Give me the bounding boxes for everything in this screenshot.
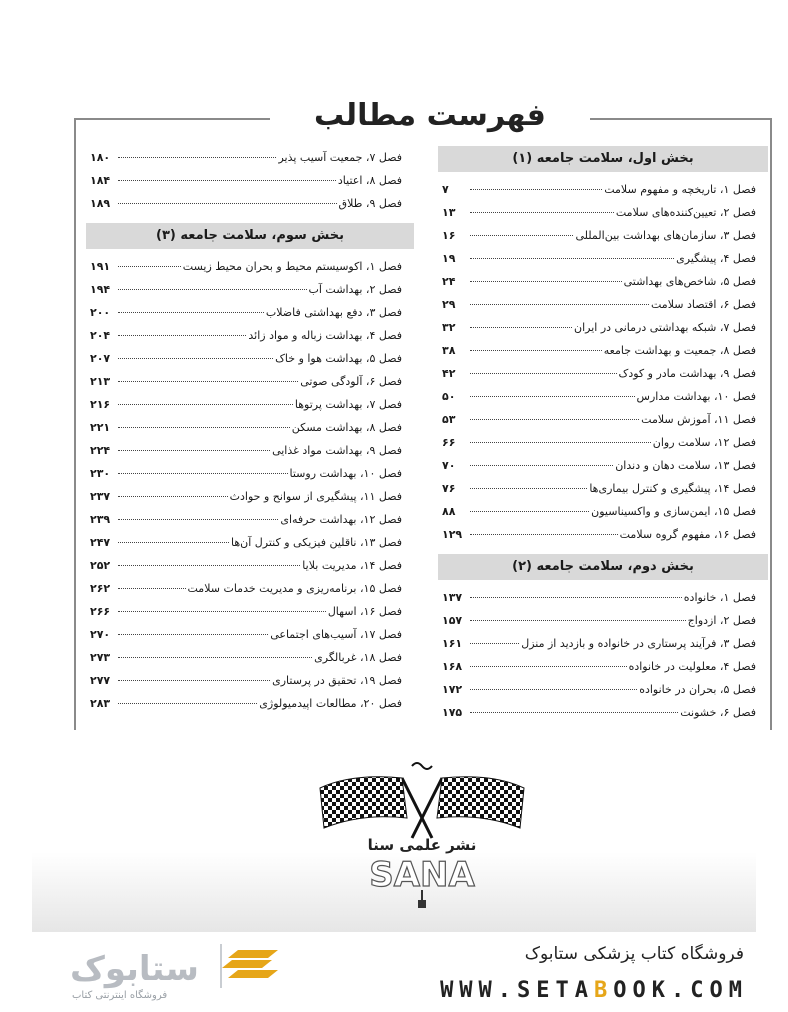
toc-entry[interactable]: [438, 609, 768, 632]
toc-entry-page: ۳۲: [442, 321, 456, 334]
toc-entry[interactable]: [438, 316, 768, 339]
leader-dots: [118, 542, 229, 543]
toc-entry-page: ۱۹۴: [90, 283, 111, 296]
leader-dots: [470, 712, 678, 713]
toc-entry[interactable]: [438, 477, 768, 500]
toc-right-column: [438, 146, 768, 724]
toc-entry-page: ۲۰۰: [90, 306, 111, 319]
toc-entry[interactable]: [86, 669, 414, 692]
toc-entry-label: فصل ۱۴، پیشگیری و کنترل بیماری‌ها: [589, 482, 756, 495]
leader-dots: [470, 327, 572, 328]
leader-dots: [470, 488, 587, 489]
brand-logo-graphic: [60, 940, 320, 990]
toc-entry-label: فصل ۵، بحران در خانواده: [639, 683, 756, 696]
toc-entry-page: ۱۸۹: [90, 197, 111, 210]
toc-entry-label: فصل ۱۰، بهداشت مدارس: [636, 390, 756, 403]
toc-entry[interactable]: [438, 655, 768, 678]
toc-entry[interactable]: [438, 523, 768, 546]
publisher-name-en: SANA: [369, 855, 475, 895]
toc-entry-page: ۳۸: [442, 344, 456, 357]
toc-entry[interactable]: [86, 531, 414, 554]
logo-spring-icon: [412, 763, 432, 769]
toc-entry-label: فصل ۱۲، بهداشت حرفه‌ای: [280, 513, 402, 526]
brand-logo-text: ستابوک: [70, 949, 199, 989]
toc-entry[interactable]: [86, 347, 414, 370]
leader-dots: [118, 588, 186, 589]
toc-entry-page: ۲۸۳: [90, 697, 111, 710]
toc-entry-label: فصل ۱، تاریخچه و مفهوم سلامت: [604, 183, 756, 196]
url-seta: SETA: [517, 978, 595, 1003]
url-suffix: OOK.COM: [613, 978, 748, 1003]
toc-entry[interactable]: [86, 370, 414, 393]
leader-dots: [470, 666, 627, 667]
toc-entry[interactable]: [86, 192, 414, 215]
toc-entry-label: فصل ۲، ازدواج: [687, 614, 756, 627]
section-entries: [86, 255, 414, 715]
toc-entry-page: ۲۶۶: [90, 605, 111, 618]
section-2: [438, 554, 768, 724]
toc-entry-label: فصل ۲، تعیین‌کننده‌های سلامت: [615, 206, 756, 219]
toc-entry[interactable]: [86, 439, 414, 462]
toc-entry-label: فصل ۴، پیشگیری: [676, 252, 756, 265]
toc-entry[interactable]: [86, 554, 414, 577]
leader-dots: [470, 281, 622, 282]
toc-entry[interactable]: [438, 293, 768, 316]
toc-entry-label: فصل ۴، بهداشت زباله و مواد زائد: [248, 329, 402, 342]
store-name: فروشگاه کتاب پزشکی ستابوک: [524, 944, 744, 964]
toc-entry[interactable]: [86, 255, 414, 278]
leader-dots: [470, 350, 602, 351]
toc-entry-label: فصل ۹، بهداشت مادر و کودک: [618, 367, 756, 380]
toc-entry[interactable]: [86, 462, 414, 485]
toc-entry-page: ۱۷۵: [442, 706, 463, 719]
toc-entry[interactable]: [438, 454, 768, 477]
toc-entry-page: ۲۱۳: [90, 375, 111, 388]
toc-entry-page: ۸۸: [442, 505, 456, 518]
toc-entry[interactable]: [86, 169, 414, 192]
brand-subtitle: فروشگاه اینترنتی کتاب: [72, 990, 168, 1001]
leader-dots: [470, 689, 637, 690]
toc-entry-page: ۷۰: [442, 459, 456, 472]
leader-dots: [118, 611, 326, 612]
leader-dots: [118, 657, 312, 658]
leader-dots: [470, 419, 639, 420]
leader-dots: [118, 680, 270, 681]
toc-entry-label: فصل ۱۵، برنامه‌ریزی و مدیریت خدمات سلامت: [187, 582, 402, 595]
leader-dots: [118, 404, 293, 405]
toc-entry[interactable]: [438, 247, 768, 270]
leader-dots: [470, 396, 635, 397]
leader-dots: [470, 189, 602, 190]
leader-dots: [118, 496, 228, 497]
url-prefix: WWW.: [440, 978, 518, 1003]
toc-entry[interactable]: [86, 600, 414, 623]
toc-entry-page: ۲۲۱: [90, 421, 111, 434]
toc-entry-label: فصل ۱۷، آسیب‌های اجتماعی: [270, 628, 402, 641]
toc-entry-label: فصل ۹، بهداشت مواد غذایی: [272, 444, 402, 457]
toc-entry-label: فصل ۵، بهداشت هوا و خاک: [275, 352, 402, 365]
section-heading: بخش اول، سلامت جامعه (۱): [438, 146, 768, 172]
toc-entry-page: ۱۸۴: [90, 174, 111, 187]
toc-entry[interactable]: [438, 362, 768, 385]
toc-entry-page: ۱۷۲: [442, 683, 463, 696]
toc-entry-label: فصل ۱۴، مدیریت بلایا: [302, 559, 402, 572]
toc-entry-label: فصل ۷، جمعیت آسیب پذیر: [278, 151, 402, 164]
leader-dots: [118, 312, 264, 313]
toc-entry-page: ۲۳۹: [90, 513, 111, 526]
toc-left-column: [86, 146, 414, 715]
leader-dots: [118, 519, 278, 520]
leader-dots: [118, 180, 336, 181]
toc-entry[interactable]: [438, 586, 768, 609]
toc-entry-page: ۲۷۳: [90, 651, 111, 664]
toc-entry-page: ۲۹: [442, 298, 456, 311]
toc-entry-page: ۲۱۶: [90, 398, 111, 411]
toc-entry-label: فصل ۷، بهداشت پرتوها: [294, 398, 402, 411]
toc-entry-label: فصل ۱۸، غربالگری: [314, 651, 402, 664]
toc-entry-label: فصل ۱، خانواده: [683, 591, 756, 604]
toc-entry-page: ۲۰۷: [90, 352, 111, 365]
brand-mark-icon: [228, 950, 278, 958]
toc-entry-label: فصل ۱، اکوسیستم محیط و بحران محیط زیست: [182, 260, 402, 273]
toc-entry[interactable]: [86, 485, 414, 508]
toc-entry-label: فصل ۴، معلولیت در خانواده: [628, 660, 756, 673]
toc-entry-page: ۲۳۰: [90, 467, 111, 480]
section-entries: [438, 586, 768, 724]
toc-entry-label: فصل ۲، بهداشت آب: [308, 283, 402, 296]
toc-entry-page: ۱۹: [442, 252, 456, 265]
toc-entry[interactable]: [438, 632, 768, 655]
toc-entry[interactable]: [438, 678, 768, 701]
toc-entry[interactable]: [86, 146, 414, 169]
toc-entry-page: ۵۰: [442, 390, 456, 403]
toc-entry-page: ۲۷۰: [90, 628, 111, 641]
toc-entry-page: ۱۲۹: [442, 528, 463, 541]
leader-dots: [118, 427, 290, 428]
toc-entry[interactable]: [86, 577, 414, 600]
section-1: [438, 146, 768, 546]
toc-entry-label: فصل ۶، اقتصاد سلامت: [651, 298, 756, 311]
toc-entry[interactable]: [438, 224, 768, 247]
toc-entry-label: فصل ۸، اعتیاد: [337, 174, 402, 187]
toc-entry[interactable]: [438, 270, 768, 293]
toc-entry-label: فصل ۱۳، ناقلین فیزیکی و کنترل آن‌ها: [231, 536, 402, 549]
toc-entry-page: ۶۶: [442, 436, 456, 449]
leader-dots: [118, 358, 273, 359]
toc-entry[interactable]: [86, 324, 414, 347]
toc-entry-page: ۵۳: [442, 413, 456, 426]
toc-entry-label: فصل ۶، خشونت: [680, 706, 756, 719]
toc-entry[interactable]: [86, 508, 414, 531]
toc-entry-label: فصل ۲۰، مطالعات اپیدمیولوژی: [259, 697, 402, 710]
toc-entry-label: فصل ۳، فرآیند پرستاری در خانواده و بازدید از منزل: [521, 637, 756, 650]
toc-entry[interactable]: [438, 385, 768, 408]
toc-entry-label: فصل ۳، سازمان‌های بهداشت بین‌المللی: [575, 229, 756, 242]
page-title: فهرست مطالب: [270, 94, 590, 138]
continued-entries: [86, 146, 414, 215]
toc-entry-page: ۷: [442, 183, 449, 196]
toc-entry[interactable]: [86, 301, 414, 324]
leader-dots: [470, 235, 573, 236]
toc-entry-label: فصل ۱۳، سلامت دهان و دندان: [615, 459, 756, 472]
leader-dots: [470, 304, 649, 305]
toc-entry-page: ۲۶۲: [90, 582, 111, 595]
toc-entry-label: فصل ۵، شاخص‌های بهداشتی: [623, 275, 756, 288]
toc-entry-page: ۱۸۰: [90, 151, 111, 164]
leader-dots: [118, 157, 276, 158]
section-heading: بخش دوم، سلامت جامعه (۲): [438, 554, 768, 580]
toc-entry-label: فصل ۸، جمعیت و بهداشت جامعه: [603, 344, 756, 357]
toc-entry-page: ۲۴۷: [90, 536, 111, 549]
leader-dots: [470, 258, 674, 259]
toc-entry[interactable]: [438, 408, 768, 431]
section-entries: [438, 178, 768, 546]
toc-entry-page: ۴۲: [442, 367, 456, 380]
toc-entry-page: ۲۴: [442, 275, 456, 288]
leader-dots: [118, 703, 257, 704]
leader-dots: [118, 565, 300, 566]
toc-entry[interactable]: [86, 393, 414, 416]
toc-entry-label: فصل ۱۶، مفهوم گروه سلامت: [619, 528, 756, 541]
leader-dots: [470, 511, 589, 512]
toc-entry[interactable]: [86, 278, 414, 301]
leader-dots: [470, 373, 617, 374]
toc-entry-page: ۱۵۷: [442, 614, 463, 627]
leader-dots: [118, 381, 298, 382]
store-url[interactable]: [440, 978, 748, 1003]
toc-entry-label: فصل ۸، بهداشت مسکن: [291, 421, 402, 434]
leader-dots: [470, 620, 686, 621]
toc-entry[interactable]: [86, 416, 414, 439]
toc-entry-page: ۱۳: [442, 206, 456, 219]
toc-entry-page: ۱۹۱: [90, 260, 111, 273]
toc-entry-page: ۱۶۱: [442, 637, 463, 650]
toc-entry-label: فصل ۶، آلودگی صوتی: [300, 375, 402, 388]
toc-entry-label: فصل ۹، طلاق: [338, 197, 402, 210]
toc-entry-page: ۷۶: [442, 482, 456, 495]
leader-dots: [118, 335, 246, 336]
toc-entry-label: فصل ۷، شبکه بهداشتی درمانی در ایران: [574, 321, 756, 334]
url-highlight: B: [594, 978, 614, 1003]
leader-dots: [470, 465, 613, 466]
toc-entry-label: فصل ۱۰، بهداشت روستا: [289, 467, 402, 480]
toc-entry[interactable]: [438, 500, 768, 523]
toc-entry-page: ۱۶۸: [442, 660, 463, 673]
toc-entry-page: ۱۶: [442, 229, 456, 242]
toc-entry[interactable]: [438, 201, 768, 224]
leader-dots: [470, 643, 519, 644]
toc-entry-label: فصل ۱۹، تحقیق در پرستاری: [272, 674, 402, 687]
leader-dots: [118, 266, 181, 267]
leader-dots: [118, 289, 307, 290]
toc-entry-label: فصل ۱۱، پیشگیری از سوانح و حوادث: [229, 490, 402, 503]
toc-entry[interactable]: [86, 646, 414, 669]
leader-dots: [470, 442, 651, 443]
leader-dots: [470, 534, 618, 535]
toc-entry[interactable]: [438, 178, 768, 201]
toc-entry-page: ۲۵۲: [90, 559, 111, 572]
toc-entry-label: فصل ۱۵، ایمن‌سازی و واکسیناسیون: [591, 505, 756, 518]
toc-entry-page: ۲۰۴: [90, 329, 111, 342]
toc-entry[interactable]: [438, 431, 768, 454]
toc-entry-page: ۲۳۷: [90, 490, 111, 503]
toc-entry-page: ۱۳۷: [442, 591, 463, 604]
toc-entry[interactable]: [438, 339, 768, 362]
leader-dots: [470, 597, 682, 598]
toc-entry[interactable]: [86, 623, 414, 646]
section-heading: بخش سوم، سلامت جامعه (۳): [86, 223, 414, 249]
toc-entry-label: فصل ۱۶، اسهال: [327, 605, 402, 618]
leader-dots: [118, 203, 337, 204]
toc-entry-label: فصل ۱۱، آموزش سلامت: [641, 413, 756, 426]
toc-entry[interactable]: [438, 701, 768, 724]
leader-dots: [118, 473, 288, 474]
toc-entry[interactable]: [86, 692, 414, 715]
publisher-name-fa: نشر علمی سنا: [367, 836, 477, 854]
toc-entry-label: فصل ۳، دفع بهداشتی فاضلاب: [265, 306, 402, 319]
toc-entry-page: ۲۷۷: [90, 674, 111, 687]
leader-dots: [118, 634, 268, 635]
leader-dots: [118, 450, 270, 451]
toc-entry-label: فصل ۱۲، سلامت روان: [652, 436, 756, 449]
section-3: [86, 223, 414, 715]
publisher-logo: [312, 758, 532, 908]
toc-entry-page: ۲۲۴: [90, 444, 111, 457]
leader-dots: [470, 212, 614, 213]
